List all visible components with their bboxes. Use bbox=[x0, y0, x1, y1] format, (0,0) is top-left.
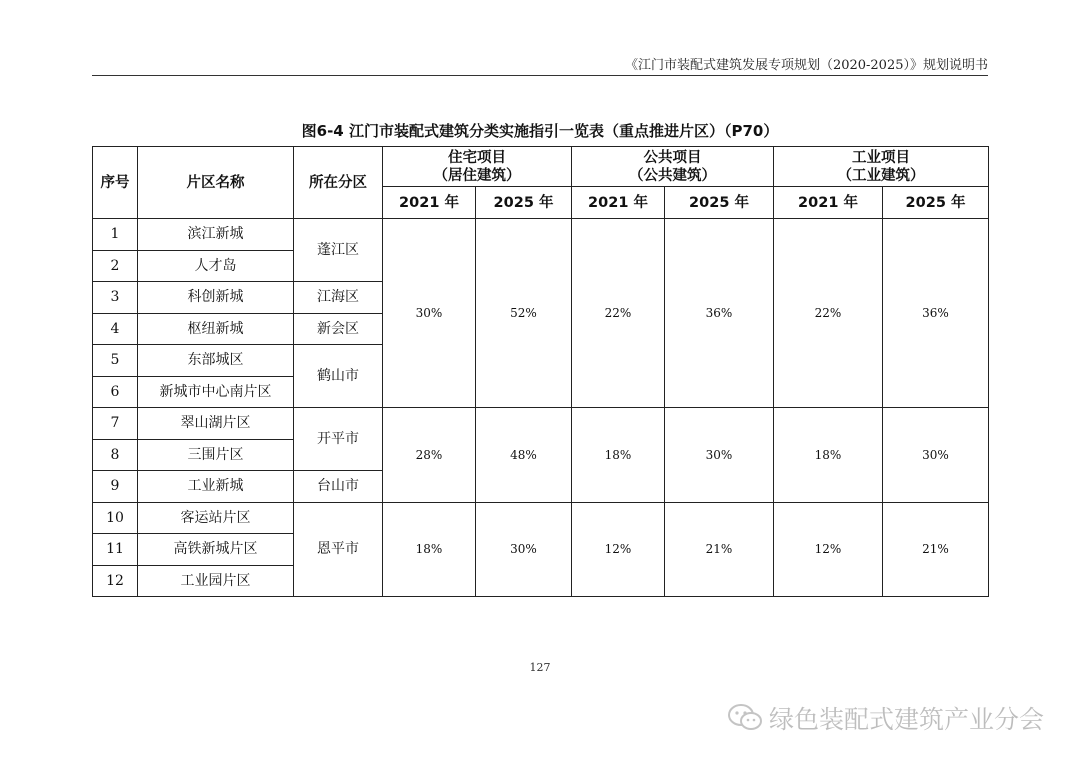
row-seq: 7 bbox=[93, 408, 138, 440]
watermark bbox=[727, 700, 1044, 736]
row-name: 枢纽新城 bbox=[138, 313, 294, 345]
district-cell: 江海区 bbox=[294, 282, 383, 314]
pct-res-2025: 30% bbox=[476, 502, 572, 597]
pct-pub-2025: 36% bbox=[665, 219, 774, 408]
pct-ind-2025: 36% bbox=[883, 219, 989, 408]
pct-ind-2021: 12% bbox=[774, 502, 883, 597]
district-cell: 开平市 bbox=[294, 408, 383, 471]
district-cell: 台山市 bbox=[294, 471, 383, 503]
pct-pub-2021: 22% bbox=[572, 219, 665, 408]
wechat-icon bbox=[727, 703, 763, 733]
pct-ind-2021: 18% bbox=[774, 408, 883, 503]
header-pub-2025: 2025 年 bbox=[665, 187, 774, 219]
header-residential-line1: 住宅项目 bbox=[448, 149, 506, 166]
table-row bbox=[93, 502, 989, 534]
row-name: 工业园片区 bbox=[138, 565, 294, 597]
row-name: 东部城区 bbox=[138, 345, 294, 377]
row-seq: 12 bbox=[93, 565, 138, 597]
header-industrial-line2: （工业建筑） bbox=[837, 167, 925, 184]
row-seq: 4 bbox=[93, 313, 138, 345]
district-cell: 蓬江区 bbox=[294, 219, 383, 282]
header-pub-2021: 2021 年 bbox=[572, 187, 665, 219]
header-public bbox=[572, 147, 774, 187]
pct-pub-2025: 21% bbox=[665, 502, 774, 597]
row-name: 三围片区 bbox=[138, 439, 294, 471]
header-district: 所在分区 bbox=[294, 147, 383, 219]
pct-res-2021: 28% bbox=[383, 408, 476, 503]
row-seq: 10 bbox=[93, 502, 138, 534]
row-seq: 2 bbox=[93, 250, 138, 282]
row-seq: 8 bbox=[93, 439, 138, 471]
row-name: 人才岛 bbox=[138, 250, 294, 282]
watermark-text: 绿色装配式建筑产业分会 bbox=[768, 705, 1044, 734]
pct-pub-2025: 30% bbox=[665, 408, 774, 503]
pct-pub-2021: 18% bbox=[572, 408, 665, 503]
header-rule bbox=[92, 75, 988, 76]
table-row bbox=[93, 219, 989, 251]
row-name: 科创新城 bbox=[138, 282, 294, 314]
row-seq: 3 bbox=[93, 282, 138, 314]
header-res-2025: 2025 年 bbox=[476, 187, 572, 219]
header-residential-line2: （居住建筑） bbox=[433, 167, 521, 184]
guideline-table bbox=[92, 146, 989, 597]
district-cell: 新会区 bbox=[294, 313, 383, 345]
page-number: 127 bbox=[529, 661, 551, 674]
pct-res-2021: 18% bbox=[383, 502, 476, 597]
header-name: 片区名称 bbox=[138, 147, 294, 219]
header-seq: 序号 bbox=[93, 147, 138, 219]
row-name: 工业新城 bbox=[138, 471, 294, 503]
pct-ind-2025: 21% bbox=[883, 502, 989, 597]
header-ind-2021: 2021 年 bbox=[774, 187, 883, 219]
pct-res-2025: 48% bbox=[476, 408, 572, 503]
pct-res-2021: 30% bbox=[383, 219, 476, 408]
row-seq: 9 bbox=[93, 471, 138, 503]
header-ind-2025: 2025 年 bbox=[883, 187, 989, 219]
district-cell: 恩平市 bbox=[294, 502, 383, 597]
pct-ind-2025: 30% bbox=[883, 408, 989, 503]
document-header: 《江门市装配式建筑发展专项规划（2020-2025）》规划说明书 bbox=[624, 58, 988, 73]
row-name: 高铁新城片区 bbox=[138, 534, 294, 566]
header-residential bbox=[383, 147, 572, 187]
table-title: 图6-4 江门市装配式建筑分类实施指引一览表（重点推进片区）（P70） bbox=[301, 122, 779, 140]
row-seq: 6 bbox=[93, 376, 138, 408]
row-seq: 5 bbox=[93, 345, 138, 377]
row-name: 新城市中心南片区 bbox=[138, 376, 294, 408]
row-name: 客运站片区 bbox=[138, 502, 294, 534]
header-res-2021: 2021 年 bbox=[383, 187, 476, 219]
district-cell: 鹤山市 bbox=[294, 345, 383, 408]
pct-pub-2021: 12% bbox=[572, 502, 665, 597]
header-industrial bbox=[774, 147, 989, 187]
row-seq: 1 bbox=[93, 219, 138, 251]
header-industrial-line1: 工业项目 bbox=[852, 149, 910, 166]
header-public-line2: （公共建筑） bbox=[629, 167, 716, 184]
row-name: 翠山湖片区 bbox=[138, 408, 294, 440]
header-public-line1: 公共项目 bbox=[643, 149, 702, 166]
pct-ind-2021: 22% bbox=[774, 219, 883, 408]
row-name: 滨江新城 bbox=[138, 219, 294, 251]
pct-res-2025: 52% bbox=[476, 219, 572, 408]
row-seq: 11 bbox=[93, 534, 138, 566]
table-row bbox=[93, 408, 989, 440]
